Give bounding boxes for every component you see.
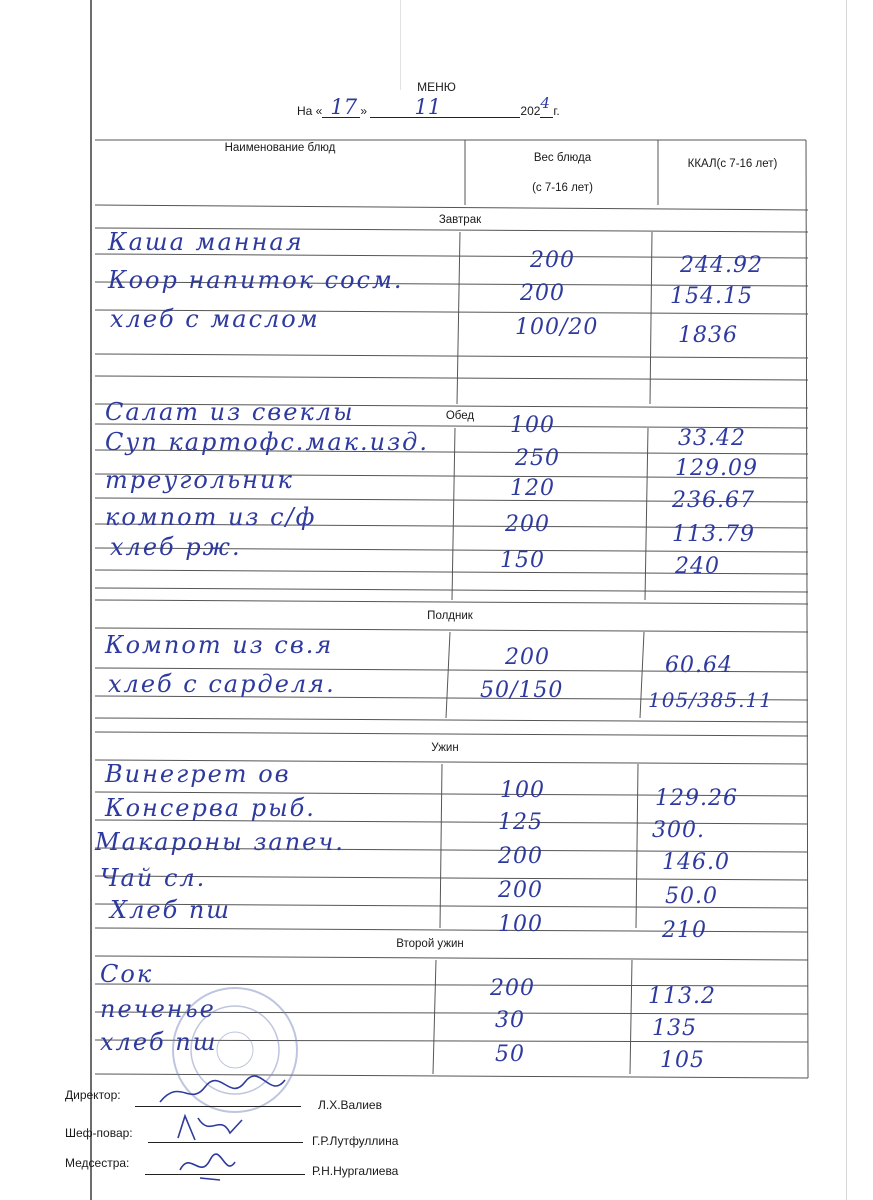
breakfast-row-1-kcal: 244.92 <box>680 253 763 278</box>
section-snack-title: Полдник <box>427 610 473 622</box>
second-dinner-row-1-name: Сок <box>100 960 154 988</box>
breakfast-row-1-weight: 200 <box>530 248 575 273</box>
lunch-row-2-weight: 250 <box>515 446 560 471</box>
dinner-row-1-kcal: 129.26 <box>655 786 738 811</box>
dinner-row-5-weight: 100 <box>498 912 543 937</box>
header-dish-name: Наименование блюд <box>224 142 336 154</box>
breakfast-row-2-name: Коор напиток сосм. <box>108 266 404 294</box>
second-dinner-row-2-name: печенье <box>100 995 216 1023</box>
director-name: Л.Х.Валиев <box>318 1098 382 1112</box>
breakfast-row-3-name: хлеб с маслом <box>110 305 320 333</box>
snack-row-2-kcal: 105/385.11 <box>648 688 773 712</box>
dinner-row-3-kcal: 146.0 <box>662 850 730 875</box>
dinner-row-2-weight: 125 <box>498 810 543 835</box>
lunch-row-5-name: хлеб рж. <box>110 533 242 561</box>
chef-label: Шеф-повар: <box>65 1126 133 1140</box>
header-kcal: ККАЛ(с 7-16 лет) <box>687 158 778 170</box>
breakfast-row-1-name: Каша манная <box>108 228 304 256</box>
section-second-dinner-title: Второй ужин <box>396 938 464 950</box>
dinner-row-5-name: Хлеб пш <box>110 896 232 924</box>
lunch-row-3-weight: 120 <box>510 476 555 501</box>
dinner-row-4-kcal: 50.0 <box>665 884 718 909</box>
breakfast-row-3-weight: 100/20 <box>515 315 599 340</box>
lunch-row-3-name: треугольник <box>105 466 294 494</box>
header-weight-age: (с 7-16 лет) <box>532 182 593 194</box>
date-year-prefix: 202 <box>520 104 541 118</box>
dinner-row-3-name: Макароны запеч. <box>95 828 345 856</box>
date-month: 11 <box>414 95 442 119</box>
snack-row-2-weight: 50/150 <box>480 678 564 703</box>
date-prefix: На « <box>297 104 323 118</box>
section-lunch-title: Обед <box>445 410 475 422</box>
page-title: МЕНЮ <box>417 80 456 94</box>
date-mid: » <box>360 104 368 118</box>
second-dinner-row-2-kcal: 135 <box>652 1016 697 1041</box>
lunch-row-5-weight: 150 <box>500 548 545 573</box>
second-dinner-row-3-weight: 50 <box>495 1042 525 1067</box>
dinner-row-3-weight: 200 <box>498 844 543 869</box>
nurse-name: Р.Н.Нургалиева <box>312 1164 399 1178</box>
second-dinner-row-1-weight: 200 <box>490 976 535 1001</box>
date-year-digit: 4 <box>540 94 550 112</box>
breakfast-row-3-kcal: 1836 <box>678 323 738 348</box>
dinner-row-1-name: Винегрет ов <box>105 760 291 788</box>
dinner-row-2-name: Консерва рыб. <box>105 794 316 822</box>
lunch-row-2-name: Суп картофс.мак.изд. <box>105 428 429 456</box>
section-dinner-title: Ужин <box>431 742 459 754</box>
second-dinner-row-3-kcal: 105 <box>660 1048 705 1073</box>
snack-row-2-name: хлеб с сарделя. <box>108 670 336 698</box>
chef-name: Г.Р.Лутфуллина <box>312 1134 399 1148</box>
snack-row-1-weight: 200 <box>505 645 550 670</box>
second-dinner-row-2-weight: 30 <box>495 1008 525 1033</box>
snack-row-1-kcal: 60.64 <box>665 653 733 678</box>
dinner-row-4-name: Чай сл. <box>100 864 207 892</box>
director-signature <box>150 1072 290 1112</box>
breakfast-row-2-weight: 200 <box>520 281 565 306</box>
nurse-signature <box>170 1140 250 1185</box>
lunch-row-1-kcal: 33.42 <box>678 426 746 451</box>
dinner-row-4-weight: 200 <box>498 878 543 903</box>
second-dinner-row-1-kcal: 113.2 <box>648 984 716 1009</box>
date-day: 17 <box>330 95 358 119</box>
header-weight: Вес блюда <box>533 152 592 164</box>
second-dinner-row-3-name: хлеб пш <box>100 1028 218 1056</box>
dinner-row-1-weight: 100 <box>500 778 545 803</box>
lunch-row-1-name: Салат из свеклы <box>105 398 355 426</box>
lunch-row-4-weight: 200 <box>505 512 550 537</box>
nurse-label: Медсестра: <box>65 1156 130 1170</box>
lunch-row-1-weight: 100 <box>510 413 555 438</box>
date-suffix: г. <box>553 104 560 118</box>
lunch-row-5-kcal: 240 <box>675 554 720 579</box>
director-label: Директор: <box>65 1088 121 1102</box>
dinner-row-5-kcal: 210 <box>662 918 707 943</box>
dinner-row-2-kcal: 300. <box>652 818 705 843</box>
breakfast-row-2-kcal: 154.15 <box>670 284 753 309</box>
snack-row-1-name: Компот из св.я <box>105 631 334 659</box>
lunch-row-3-kcal: 236.67 <box>672 488 755 513</box>
lunch-row-4-name: компот из с/ф <box>105 503 317 531</box>
section-breakfast-title: Завтрак <box>438 214 482 226</box>
lunch-row-2-kcal: 129.09 <box>675 456 758 481</box>
lunch-row-4-kcal: 113.79 <box>672 522 755 547</box>
